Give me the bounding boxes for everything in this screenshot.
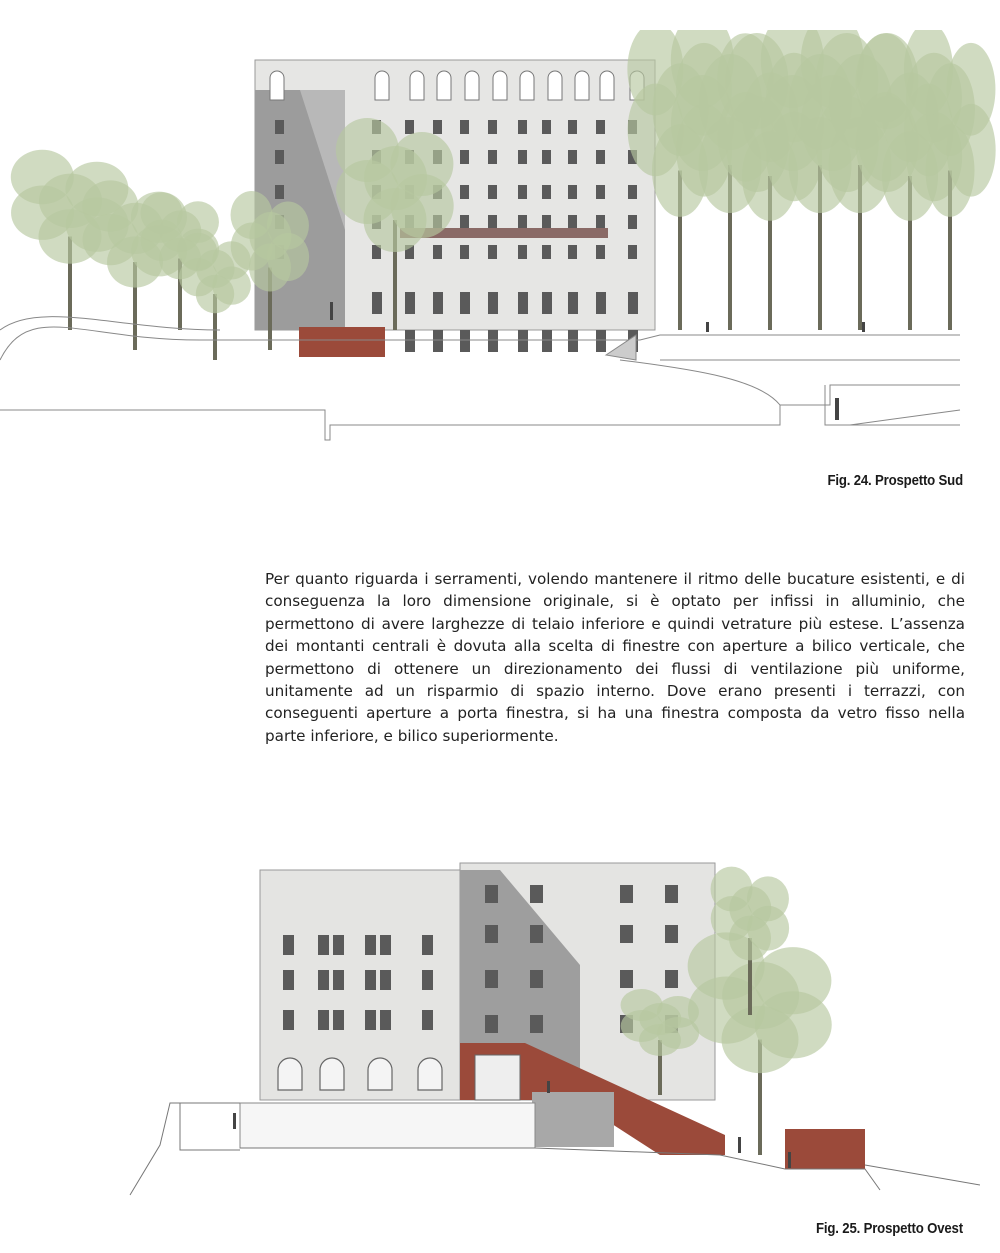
window xyxy=(596,215,605,229)
window xyxy=(275,150,284,164)
window xyxy=(433,245,442,259)
window xyxy=(628,292,638,314)
south-elevation-svg xyxy=(0,30,1000,450)
window xyxy=(333,970,344,990)
window xyxy=(365,935,376,955)
trees-right xyxy=(627,30,995,330)
window xyxy=(620,970,633,988)
window xyxy=(568,215,577,229)
window xyxy=(488,245,497,259)
window xyxy=(433,120,442,134)
tree-foliage xyxy=(747,876,789,921)
tree-foliage xyxy=(231,191,273,239)
window xyxy=(488,215,497,229)
concrete-block xyxy=(532,1092,614,1147)
window xyxy=(628,215,637,229)
window xyxy=(568,245,577,259)
window xyxy=(488,292,498,314)
brick-base-block xyxy=(299,327,385,357)
window xyxy=(620,925,633,943)
window xyxy=(485,925,498,943)
window xyxy=(530,885,543,903)
window xyxy=(542,120,551,134)
window xyxy=(542,292,552,314)
arched-window xyxy=(520,71,534,100)
arch xyxy=(418,1058,442,1090)
window xyxy=(568,185,577,199)
window xyxy=(568,330,578,352)
window xyxy=(318,935,329,955)
figure-caption: Fig. 24. Prospetto Sud xyxy=(827,472,963,489)
window xyxy=(333,1010,344,1030)
window xyxy=(433,330,443,352)
window xyxy=(275,120,284,134)
window xyxy=(422,970,433,990)
window xyxy=(518,120,527,134)
tree-foliage xyxy=(946,43,995,136)
window xyxy=(405,120,414,134)
tree-foliage xyxy=(621,989,663,1021)
window xyxy=(530,925,543,943)
window xyxy=(542,185,551,199)
window xyxy=(283,1010,294,1030)
window xyxy=(275,185,284,199)
window xyxy=(568,292,578,314)
window xyxy=(460,330,470,352)
arched-window xyxy=(375,71,389,100)
window xyxy=(518,330,528,352)
window xyxy=(380,935,391,955)
window xyxy=(460,292,470,314)
arched-window xyxy=(548,71,562,100)
tree-foliage xyxy=(11,150,74,204)
window xyxy=(365,1010,376,1030)
window xyxy=(380,970,391,990)
window xyxy=(596,185,605,199)
arch xyxy=(368,1058,392,1090)
arched-window xyxy=(600,71,614,100)
ground-lines xyxy=(0,317,960,440)
window xyxy=(542,245,551,259)
brick-block-right xyxy=(785,1129,865,1169)
window xyxy=(485,970,498,988)
window xyxy=(318,970,329,990)
window xyxy=(488,150,497,164)
tree-foliage xyxy=(141,192,183,234)
window xyxy=(460,185,469,199)
window xyxy=(283,935,294,955)
window xyxy=(596,120,605,134)
window xyxy=(485,1015,498,1033)
window xyxy=(433,292,443,314)
window xyxy=(365,970,376,990)
window xyxy=(665,925,678,943)
body-paragraph: Per quanto riguarda i serramenti, volendo mantenere il ritmo delle bucature esistenti, e di conseguenza la loro dimensione originale, si è optato per infissi in alluminio, che permettono di avere larghezze di telaio inferiore e quindi vetrature più estese. L’assenza dei montanti centrali è dovuta alla scelta di finestre con aperture a bilico verticale, che permettono di ottenere un direzionamento dei flussi di ventilazione più uniforme, unitamente ad un risparmio di spazio interno. Dove erano presenti i terrazzi, con conseguenti aperture a porta finestra, si ha una finestra composta da vetro fisso nella parte inferiore, e bilico superiormente. xyxy=(265,570,965,745)
window xyxy=(333,935,344,955)
west-elevation-drawing xyxy=(120,845,980,1205)
tree-foliage xyxy=(179,233,218,271)
base-podium xyxy=(240,1103,535,1148)
ramp-archway xyxy=(475,1055,520,1100)
tree-foliage xyxy=(336,118,399,182)
window xyxy=(596,292,606,314)
window xyxy=(542,150,551,164)
arched-window xyxy=(270,71,284,100)
window xyxy=(405,292,415,314)
arched-window xyxy=(410,71,424,100)
window xyxy=(596,330,606,352)
window xyxy=(530,1015,543,1033)
south-elevation-drawing xyxy=(0,30,1000,450)
tree-foliage xyxy=(657,996,699,1028)
window xyxy=(460,215,469,229)
window xyxy=(568,150,577,164)
west-elevation-svg xyxy=(120,845,980,1205)
window xyxy=(405,330,415,352)
arched-window xyxy=(465,71,479,100)
window xyxy=(380,1010,391,1030)
entrance-ramp xyxy=(606,335,636,360)
arch xyxy=(278,1058,302,1090)
window xyxy=(488,185,497,199)
figure-caption: Fig. 25. Prospetto Ovest xyxy=(816,1220,963,1237)
window xyxy=(518,245,527,259)
tree-foliage xyxy=(267,202,309,250)
window xyxy=(460,245,469,259)
tree-foliage xyxy=(82,180,138,231)
window xyxy=(665,970,678,988)
window xyxy=(422,1010,433,1030)
window xyxy=(488,330,498,352)
window xyxy=(460,150,469,164)
tree-foliage xyxy=(390,132,453,196)
window xyxy=(542,330,552,352)
window xyxy=(422,935,433,955)
window xyxy=(665,885,678,903)
window xyxy=(372,292,382,314)
arch xyxy=(320,1058,344,1090)
arched-window xyxy=(493,71,507,100)
window xyxy=(460,120,469,134)
arched-window xyxy=(575,71,589,100)
window xyxy=(518,150,527,164)
arched-window xyxy=(437,71,451,100)
window xyxy=(620,885,633,903)
tree-foliage xyxy=(754,947,831,1014)
window xyxy=(518,215,527,229)
window xyxy=(542,215,551,229)
window xyxy=(318,1010,329,1030)
window xyxy=(283,970,294,990)
window xyxy=(628,245,637,259)
window xyxy=(568,120,577,134)
tree-foliage xyxy=(711,867,753,912)
window xyxy=(596,150,605,164)
window xyxy=(518,292,528,314)
window xyxy=(518,185,527,199)
window xyxy=(530,970,543,988)
window xyxy=(485,885,498,903)
window xyxy=(488,120,497,134)
window xyxy=(596,245,605,259)
window xyxy=(628,185,637,199)
